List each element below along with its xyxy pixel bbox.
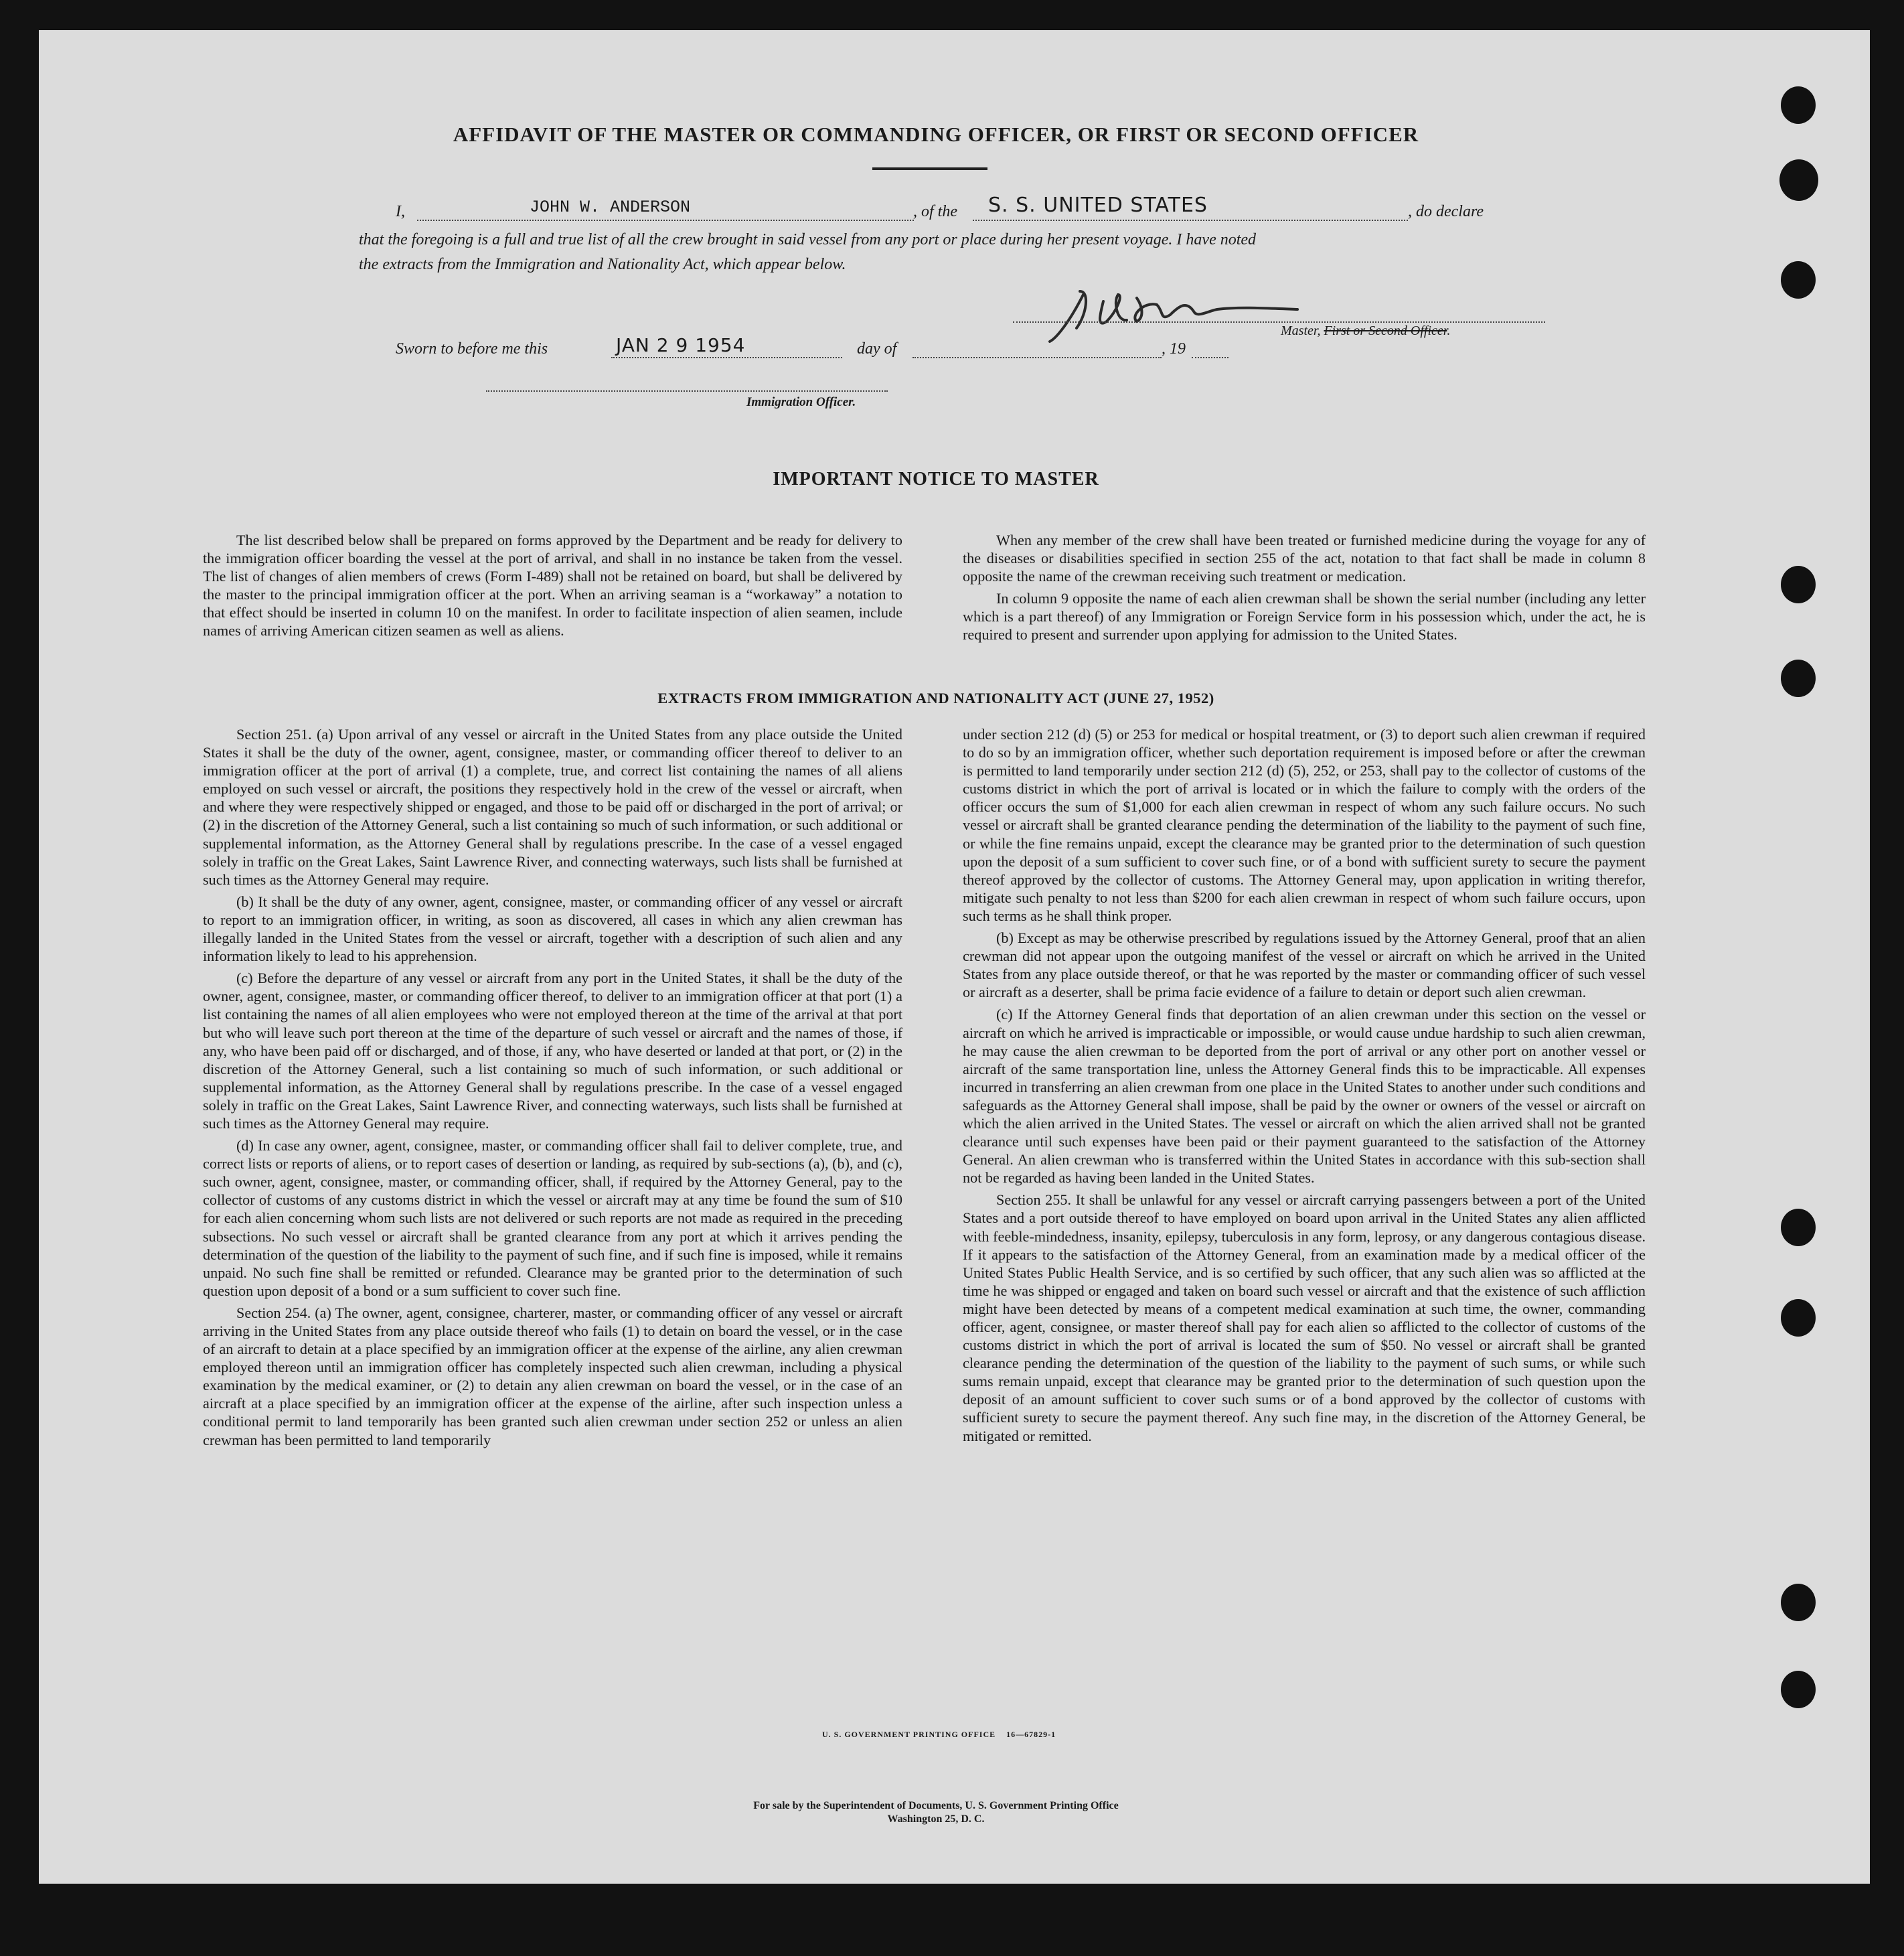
vessel-name: S. S. UNITED STATES [988, 194, 1208, 217]
master-signature [1043, 275, 1351, 355]
section-251d: (d) In case any owner, agent, consignee, master, or commanding officer shall fail to deliver complete, true, and correct lists or reports of aliens, or to report cases of desertion or landing, as required by sub-sections (a), (b), and (c), such owner, agent, consignee, master, or commanding officer, shall, if required by the Attorney General, pay to the collector of customs of any customs district in which the vessel or aircraft may at any time be found the sum of $10 for each alien concerning whom such lists are not delivered or such reports are not made as required in the preceding subsections. No such vessel or aircraft shall be granted clearance from any port at which it arrives pending the determination of the question of the liability to the payment of such fine, and if such fine is imposed, while it remains unpaid. No such fine shall be remitted or refunded. Clearance may be granted prior to the determination of such question upon deposit of a bond or a sum sufficient to cover such fine. [203, 1137, 902, 1299]
affidavit-title: AFFIDAVIT OF THE MASTER OR COMMANDING OFFICER, OR FIRST OR SECOND OFFICER [453, 123, 1419, 146]
section-254c: (c) If the Attorney General finds that deportation of an alien crewman under this section on the vessel or aircraft on which he arrived is impracticable or impossible, or would cause undue hardship to such alien crewman, he may cause the alien crewman to be deported from the port of arrival or any other port on another vessel or aircraft of the same transportation line, unless the Attorney General finds this to be impracticable. All expenses incurred in transferring an alien crewman from one place in the United States to another under such conditions and safeguards as the Attorney General shall impose, shall be paid by the owner or owners of the vessel or aircraft on which the alien arrived in the United States. The vessel or aircraft on which the alien arrived shall not be granted clearance until such expenses have been paid or their payment guaranteed to the satisfaction of the Attorney General. An alien crewman who is transferred within the United States in accordance with this sub-section shall not be regarded as having been landed in the United States. [963, 1006, 1646, 1187]
of-the-label: , of the [913, 203, 957, 220]
section-254a: Section 254. (a) The owner, agent, consignee, charterer, master, or commanding officer of any vessel or aircraft arriving in the United States from any place outside thereof who fails (1) to detain on board the vessel, or in the case of an aircraft to detain at a place specified by an immigration officer at the expense of the airline, any alien crewman employed thereon until an immigration officer has completely inspected such alien crewman, including a physical examination by the medical examiner, or (2) to detain any alien crewman on board the vessel, or in the case of an aircraft at a place specified by an immigration officer at the expense of the airline, after such inspection unless a conditional permit to land temporarily has been granted such alien crewman under section 252 or unless an alien crewman has been permitted to land temporarily [203, 1304, 902, 1448]
signature-line [1013, 321, 1545, 323]
declaration-line-2: the extracts from the Immigration and Nationality Act, which appear below. [359, 256, 846, 273]
immigration-officer-label: Immigration Officer. [746, 395, 856, 409]
year-label: , 19 [1162, 340, 1186, 358]
document-page [39, 30, 1870, 1884]
date-fill-line [611, 357, 842, 358]
section-251b: (b) It shall be the duty of any owner, agent, consignee, master, or commanding officer of any vessel or aircraft to report to an immigration officer, in writing, as soon as discovered, all cases in which any alien crewman has illegally landed in the United States from the vessel or aircraft, together with a description of such alien and any information likely to lead to his apprehension. [203, 893, 902, 965]
notice-right-column [963, 531, 1646, 648]
section-251c: (c) Before the departure of any vessel or aircraft from any port in the United States, it shall be the duty of the owner, agent, consignee, master, or commanding officer thereof, to deliver to an immigration officer at that port (1) a list containing the names of all alien employees who were not employed thereon at the time of the arrival at that port but who will leave such port thereon at the time of the departure of such vessel or aircraft and the names of those, if any, who have been paid off or discharged, and of those, if any, who have deserted or landed at that port, or (2) in the discretion of the Attorney General, such a list containing so much of such information, or such additional or supplemental information, as the Attorney General shall by regulations prescribe. In the case of a vessel engaged solely in traffic on the Great Lakes, Saint Lawrence River, and connecting waterways, such lists shall be furnished at such times as the Attorney General may require. [203, 970, 902, 1132]
section-251a: Section 251. (a) Upon arrival of any vessel or aircraft in the United States from any place outside the United States it shall be the duty of the owner, agent, consignee, master, or commanding officer thereof to deliver to an immigration officer at the port of arrival (1) a complete, true, and correct list containing the names of all aliens employed on such vessel or aircraft, the positions they respectively hold in the crew of the vessel or aircraft, when and where they were respectively shipped or engaged, and those to be paid off or discharged in the port of arrival; or (2) in the discretion of the Attorney General, such a list containing so much of such information, or such additional or supplemental information, as the Attorney General shall by regulations prescribe. In the case of a vessel engaged solely in traffic on the Great Lakes, Saint Lawrence River, and connecting waterways, such lists shall be furnished at such times as the Attorney General may require. [203, 726, 902, 888]
declaration-line-1: that the foregoing is a full and true list of all the crew brought in said vessel from any port or place during her present voyage. I have noted [359, 231, 1257, 248]
caption-period: . [1447, 323, 1451, 338]
month-fill-line [913, 357, 1162, 358]
year-fill-line [1192, 357, 1228, 358]
sale-line-1: For sale by the Superintendent of Documents, U. S. Government Printing Office [753, 1800, 1119, 1811]
punch-hole [1781, 1584, 1816, 1621]
extracts-left-column [203, 725, 902, 1453]
sworn-label: Sworn to before me this [396, 340, 548, 358]
vessel-fill-line [973, 220, 1408, 221]
punch-hole [1781, 1671, 1816, 1708]
section-255: Section 255. It shall be unlawful for any vessel or aircraft carrying passengers between a port of the United States and a port outside thereof to have employed on board upon arrival in the United States any alien afflicted with feeble-mindedness, insanity, epilepsy, tuberculosis in any form, leprosy, or any dangerous contagious disease. If it appears to the satisfaction of the Attorney General, from an examination made by a medical officer of the United States Public Health Service, and is so certified by such officer, that any such alien was so afflicted at the time he was shipped or engaged and taken on board such vessel or aircraft and that the existence of such affliction might have been detected by means of a competent medical examination at such time, the owner, commanding officer, agent, consignee, or master thereof shall pay for each alien so afflicted to the collector of customs of the customs district in which the port of arrival is located the sum of $50. No vessel or aircraft shall be granted clearance pending the determination of the question of the liability to the payment of such sums, or while such sums remain unpaid, except that clearance may be granted prior to the determination of such question upon the deposit of an amount sufficient to cover such sums or of a bond approved by the collector of customs with sufficient surety to secure the payment thereof. Any such fine may, in the discretion of the Attorney General, be mitigated or remitted. [963, 1191, 1646, 1444]
punch-hole [1781, 1209, 1816, 1246]
officer-name: JOHN W. ANDERSON [530, 198, 691, 217]
notice-paragraph: When any member of the crew shall have been treated or furnished medicine during the voyage for any of the diseases or disabilities specified in section 255 of the act, notation to that fact shall be made in column 8 opposite the name of the crewman receiving such treatment or medication. [963, 532, 1646, 585]
title-rule [872, 167, 987, 170]
punch-hole [1781, 261, 1816, 299]
signature-caption [1281, 323, 1450, 339]
punch-hole [1779, 159, 1818, 201]
section-254b: (b) Except as may be otherwise prescribed by regulations issued by the Attorney General, proof that an alien crewman did not appear upon the outgoing manifest of the vessel or aircraft on which he arrived in the United States from any place outside thereof, or that he was reported by the master or commanding officer of such vessel or aircraft as a deserter, shall be prima facie evidence of a failure to detain or deport such alien crewman. [963, 929, 1646, 1001]
sale-line-2: Washington 25, D. C. [887, 1813, 985, 1825]
extracts-right-column [963, 725, 1646, 1449]
immigration-officer-line [486, 390, 888, 392]
notice-paragraph: The list described below shall be prepared on forms approved by the Department and be ready for delivery to the immigration officer boarding the vessel at the port of arrival, and shall in no instance be taken from the vessel. The list of changes of alien members of crews (Form I-489) shall not be retained on board, but shall be delivered by the master to the principal immigration officer at the port. When an arriving seaman is a “workaway” a notation to that effect should be inserted in column 10 on the manifest. In order to facilitate inspection of alien seamen, include names of arriving American citizen seamen as well as aliens. [203, 532, 902, 640]
day-of-label: day of [857, 340, 897, 358]
punch-hole [1781, 86, 1816, 124]
i-label: I, [396, 203, 405, 220]
notice-left-column [203, 531, 902, 644]
caption-master: Master, [1281, 323, 1321, 338]
do-declare-label: , do declare [1408, 203, 1484, 220]
punch-hole [1781, 566, 1816, 603]
punch-hole [1781, 1299, 1816, 1337]
notice-title: IMPORTANT NOTICE TO MASTER [773, 469, 1099, 490]
notice-paragraph: In column 9 opposite the name of each alien crewman shall be shown the serial number (including any letter which is a part thereof) of any Immigration or Foreign Service form in his possession which, under the act, he is required to present and surrender upon applying for admission to the United States. [963, 590, 1646, 644]
sworn-date-stamp: JAN 2 9 1954 [616, 334, 746, 356]
extracts-title: EXTRACTS FROM IMMIGRATION AND NATIONALITY ACT (JUNE 27, 1952) [657, 690, 1214, 706]
printing-office-mark: U. S. GOVERNMENT PRINTING OFFICE 16—67829-1 [822, 1730, 1056, 1739]
sale-notice [39, 1799, 1833, 1826]
name-fill-line [417, 220, 914, 221]
section-254a-continued: under section 212 (d) (5) or 253 for medical or hospital treatment, or (3) to deport such alien crewman if required to do so by an immigration officer, whether such deportation requirement is imposed before or after the crewman is permitted to land temporarily under section 212 (d) (5), 252, or 253, shall pay to the collector of customs of the customs district in which the port of arrival is located or in which the failure to comply with the orders of the officer occurs the sum of $1,000 for each alien crewman in respect of whom any such failure occurs. No such vessel or aircraft shall be granted clearance pending the determination of the liability to the payment of such fine, or while the fine remains unpaid, except the clearance may be granted prior to the determination of such question upon the deposit of a sum sufficient to cover such fine, or of a bond with sufficient surety to secure the payment thereof approved by the collector of customs. The Attorney General may, upon application in writing therefor, mitigate such penalty to not less than $200 for each alien crewman in respect of whom such failure occurs, upon such terms as he shall think proper. [963, 726, 1646, 924]
caption-struck-officer: First or Second Officer [1324, 323, 1447, 338]
